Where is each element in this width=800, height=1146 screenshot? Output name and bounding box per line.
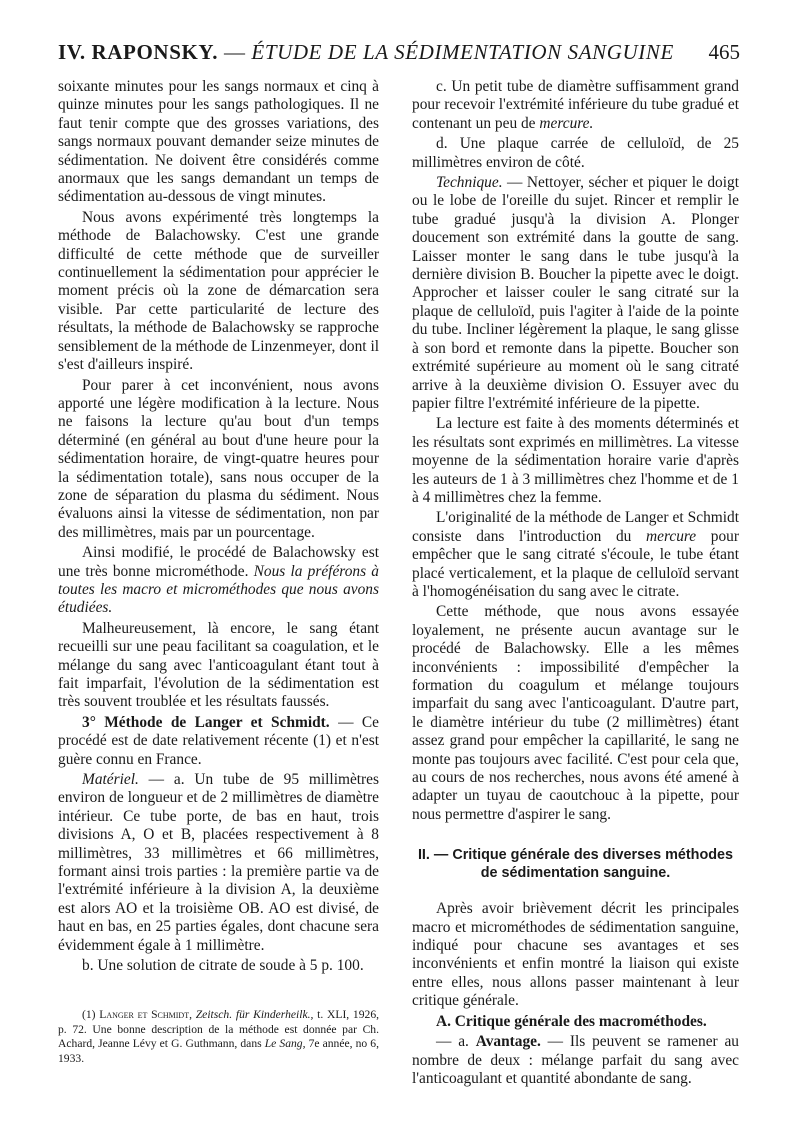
running-header xyxy=(58,36,740,76)
paragraph xyxy=(412,1033,739,1088)
footnote-journal: Le Sang, xyxy=(264,1037,306,1051)
paragraph: Pour parer à cet inconvénient, nous avons apporté une légère modification à la lecture. Nous ne faisons la lecture qu'au bout d'un temps déterminé (en général au bout d'une heure pour la sédimentation horaire, de vingt-quatre heures pour la sédimentation totale), sans nous occuper de la zone de séparation du plasma du sédiment. Nous évaluons ainsi la vitesse de sédimentation, non par des millimètres, mais par un pourcentage. xyxy=(58,376,379,541)
paragraph: Malheureusement, là encore, le sang étant recueilli sur une peau facilitant sa coagulation, et le mélange du sang avec l'anticoagulant étant tout à fait imparfait, l'évolution de la sédimentation est très souvent troublée et les résultats faussés. xyxy=(58,619,379,711)
footnote-authors: (1) Langer et Schmidt, xyxy=(82,1008,192,1021)
section-heading-line: II. — Critique générale des diverses méthodes xyxy=(417,847,734,864)
label-materiel: Matériel. xyxy=(82,771,139,789)
emphasis: Nous la préférons à toutes les macro et microméthodes que nous avons étudiées. xyxy=(58,562,379,617)
text-run: — Ils peuvent se ramener au nombre de deux : mélange parfait du sang avec l'anticoagulant et quantité abondante de sang. xyxy=(412,1033,740,1087)
text-run: L'originalité de la méthode de Langer et Schmidt consiste dans l'introduction du xyxy=(412,509,739,545)
right-column xyxy=(412,78,739,1090)
paragraph: Cette méthode, que nous avons essayée loyalement, ne présente aucun avantage sur le procédé de Balachowsky. Elle a les mêmes inconvénients : impossibilité d'empêcher la formation du coagulum et mélange toujours imparfait du sang avec l'anticoagulant. D'autre part, le diamètre intérieur du tube (2 millimètres) étant assez grand pour empêcher la capillarité, le sang ne monte pas toujours avec facilité. C'est pour cela que, au cours de nos recherches, nous avons été amené à adapter un tuyau de caoutchouc à la pipette, pour nous permettre d'aspirer le sang. xyxy=(412,603,739,823)
header-author: IV. RAPONSKY. xyxy=(58,40,219,64)
section-heading xyxy=(412,846,739,882)
text-run: 7e année, no 6, 1933. xyxy=(58,1037,379,1065)
emphasis: mercure. xyxy=(539,114,594,132)
paragraph: Nous avons expérimenté très longtemps la méthode de Balachowsky. C'est une grande difficulté de cette méthode que de surveiller continuellement la sédimentation pour apprécier le moment précis où la zone de démarcation sera visible. Par cette particularité de lecture des résultats, la méthode de Balachowsky se rapproche sensiblement de la méthode de Linzenmeyer, dont il s'est d'ailleurs inspiré. xyxy=(58,208,379,374)
paragraph: d. Une plaque carrée de celluloïd, de 25 millimètres environ de côté. xyxy=(412,135,739,171)
header-title: ÉTUDE DE LA SÉDIMENTATION SANGUINE xyxy=(251,40,674,64)
method-heading: 3° Méthode de Langer et Schmidt. xyxy=(82,713,330,731)
subsection-heading: A. Critique générale des macrométhodes. xyxy=(436,1012,707,1030)
paragraph xyxy=(412,509,739,601)
label-avantage: Avantage. xyxy=(475,1033,541,1051)
header-title-line xyxy=(58,40,674,65)
paragraph: La lecture est faite à des moments déterminés et les résultats sont exprimés en millimètres. La vitesse moyenne de la sédimentation horaire varie d'après les auteurs de 1 à 3 millimètres chez l'homme et de 1 à 4 millimètres chez la femme. xyxy=(412,415,739,506)
text-run: — Ce procédé est de date relativement récente (1) et n'est guère connu en France. xyxy=(58,713,379,768)
section-heading-line: de sédimentation sanguine. xyxy=(480,865,671,882)
emphasis: mercure xyxy=(646,527,697,545)
text-run: — a. xyxy=(436,1033,469,1051)
paragraph xyxy=(412,78,739,133)
text-run: Ainsi modifié, le procédé de Balachowsky est une très bonne microméthode. xyxy=(58,544,379,580)
paragraph: b. Une solution de citrate de soude à 5 p. 100. xyxy=(82,957,364,975)
footnote-text xyxy=(58,1008,379,1066)
page-number: 465 xyxy=(708,40,740,64)
header-separator: — xyxy=(223,40,246,64)
footnote-journal: Zeitsch. für Kinderheilk., xyxy=(195,1008,314,1021)
left-column xyxy=(58,78,379,978)
text-run: c. Un petit tube de diamètre suffisamment grand pour recevoir l'extrémité inférieure du tube gradué et contenant un peu de xyxy=(412,78,739,132)
text-run: — Nettoyer, sécher et piquer le doigt ou le lobe de l'oreille du sujet. Rincer et remplir le tube gradué jusqu'à la division A. Plonger doucement son extrémité dans la goutte de sang. Laisser monter le sang dans le tube jusqu'à la dernière division B. Boucher la pipette avec le doigt. Approcher et laisser couler le sang citraté sur la plaque de celluloïd, puis l'agiter à l'aide de la pointe du tube. Incliner légèrement la plaque, le sang glisse à son bord et remonte dans la pipette. Boucher son extrémité supérieure au moment où le sang citraté arrive à la deuxième division O. Essuyer avec du papier filtre l'extrémité inférieure de la pipette. xyxy=(412,174,739,412)
text-run: t. XLI, 1926, p. 72. Une bonne description de la méthode est donnée par Ch. Achard, Jeanne Lévy et G. Guthmann, dans xyxy=(58,1008,380,1051)
label-technique: Technique. xyxy=(436,174,503,192)
paragraph: soixante minutes pour les sangs normaux et cinq à quinze minutes pour les sangs pathologiques. Il ne faut tenir compte que des grosses variations, des sangs normaux pouvant demander seize minutes de sédimentation. Ne doivent être considérés comme anormaux que les sangs demandant un temps de sédimentation au-dessous de vingt minutes. xyxy=(58,78,379,206)
paragraph xyxy=(58,771,379,955)
footnote xyxy=(58,1008,379,1066)
paragraph xyxy=(58,714,379,769)
paragraph: Après avoir brièvement décrit les principales macro et microméthodes de sédimentation sanguine, indiqué pour chacune ses avantages et ses inconvénients et enfin montré la liaison qui existe entre elles, nous allons passer maintenant à leur critique générale. xyxy=(412,900,739,1010)
paragraph xyxy=(412,174,739,413)
text-run: — a. Un tube de 95 millimètres environ de longueur et de 2 millimètres de diamètre intérieur. Ce tube porte, de bas en haut, trois divisions A, O et B, placées respectivement à 8 millimètres, 33 millimètres et 66 millimètres, formant ainsi trois parties : la première partie va de l'extrémité inférieure à la division A, la deuxième est alors AO et la troisième OB. AO est divisé, de haut en bas, en 25 parties égales, dont chacune sera évidemment égale à 1 millimètre. xyxy=(58,771,379,954)
paragraph xyxy=(58,544,379,618)
text-run: pour empêcher que le sang citraté s'écoule, le tube étant placé verticalement, et la plaque de celluloïd servant à l'homogénéisation du sang avec le citrate. xyxy=(412,527,739,600)
